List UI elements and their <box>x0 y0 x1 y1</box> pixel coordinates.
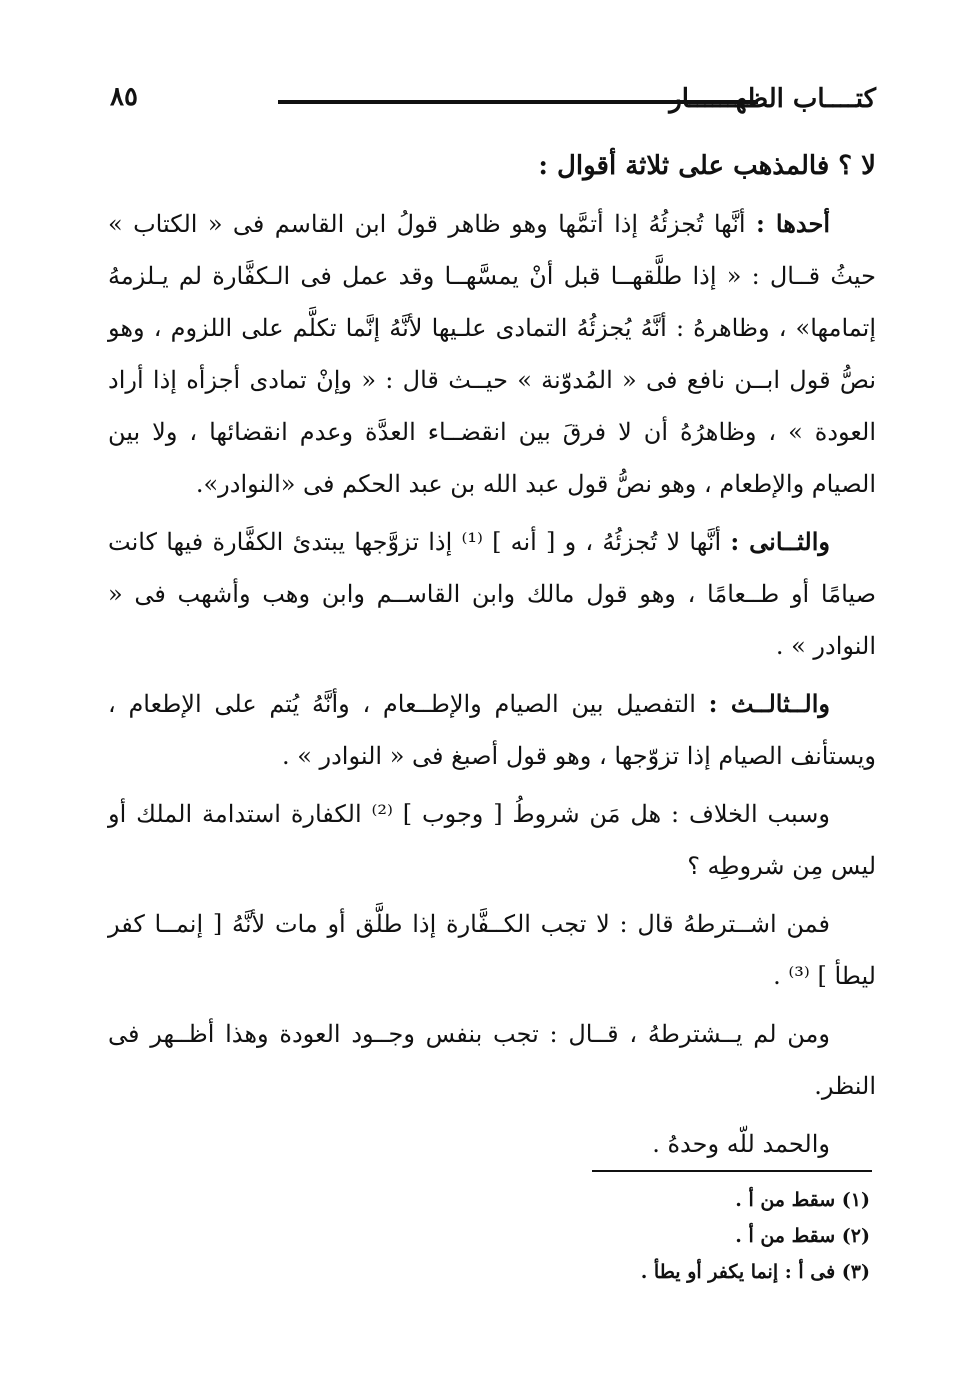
page-header <box>110 82 876 118</box>
running-title: كتــــاب الظهــــــار <box>669 84 876 114</box>
paragraph-text: التفصيل بين الصيام والإطــعام ، وأنَّهُ يُتم على الإطعام ، ويستأنف الصيام إذا تزوّجها ، وهو قول أصبغ فى « النوادر » . <box>108 690 876 770</box>
paragraph-first-opinion <box>108 198 876 510</box>
paragraph-second-opinion <box>108 516 876 672</box>
footnote-2: (٢) سقط من أ . <box>735 1225 870 1247</box>
section-heading: لا ؟ فالمذهب على ثلاثة أقوال : <box>538 151 876 181</box>
footnote-3: (٣) فى أ : إنما يكفر أو يطأ . <box>640 1261 870 1283</box>
footnotes <box>270 1182 870 1290</box>
paragraph-reason: وسبب الخلاف : هل مَن شروطُ [ وجوب ] ⁽²⁾ الكفارة استدامة الملك أو ليس مِن شروطِه ؟ <box>108 800 876 880</box>
footnote-1: (١) سقط من أ . <box>735 1189 870 1211</box>
page-number: ٨٥ <box>110 82 138 112</box>
paragraph-lead: والــثالــث : <box>708 689 830 718</box>
paragraph-lead: أحدها : <box>755 209 830 238</box>
paragraph-no-condition: ومن لم يــشترطهُ ، قــال : تجب بنفس وجــود العودة وهذا أظــهر فى النظر. <box>108 1020 876 1100</box>
paragraph-lead: والثــانى : <box>730 527 831 556</box>
paragraph-text: أنَّها لا تُجزئُهُ ، و [ أنه ] ⁽¹⁾ إذا تزوَّجها يبتدئ الكفَّارة فيها كانت صيامًا أو طــعامًا ، وهو قول مالك وابن القاســم وابن وهب وأشهب فى « النوادر » . <box>108 528 877 660</box>
paragraph-text: أنَّها تُجزئُهُ إذا أتمَّها وهو ظاهر قولُ ابن القاسم فى « الكتاب » حيثُ قــال : « إذا طلَّقهــا قبل أنْ يمسَّهــا وقد عمل فى الـكفَّارة لم يـلزمهُ إتمامها» ، وظاهرهُ : أنَّهُ يُجزئُهُ التمادى علـيها لأنَّهُ إنَّما تكلَّم على اللزوم ، وهو نصُّ قول ابــن نافع فى « المُدوّنة » حيــث قال : « وإنْ تمادى أجزأه إذا أراد العودة » ، وظاهرُهُ أن لا فرقَ بين انقضــاء العدَّة وعدم انقضائها ، ولا بين الصيام والإطعام ، وهو نصُّ قول عبد الله بن عبد الحكم فى «النوادر». <box>108 210 876 498</box>
paragraph-third-opinion <box>108 678 876 782</box>
paragraph-condition: فمن اشــترطهُ قال : لا تجب الكــفَّارة إذا طلَّق أو مات لأنَّهُ [ إنمــا كفر ليطأ ] ⁽³⁾ . <box>108 910 876 990</box>
main-text <box>108 140 876 1176</box>
paragraph-closing: والحمد للّه وحدهُ . <box>652 1130 830 1158</box>
footnote-rule <box>592 1170 872 1172</box>
